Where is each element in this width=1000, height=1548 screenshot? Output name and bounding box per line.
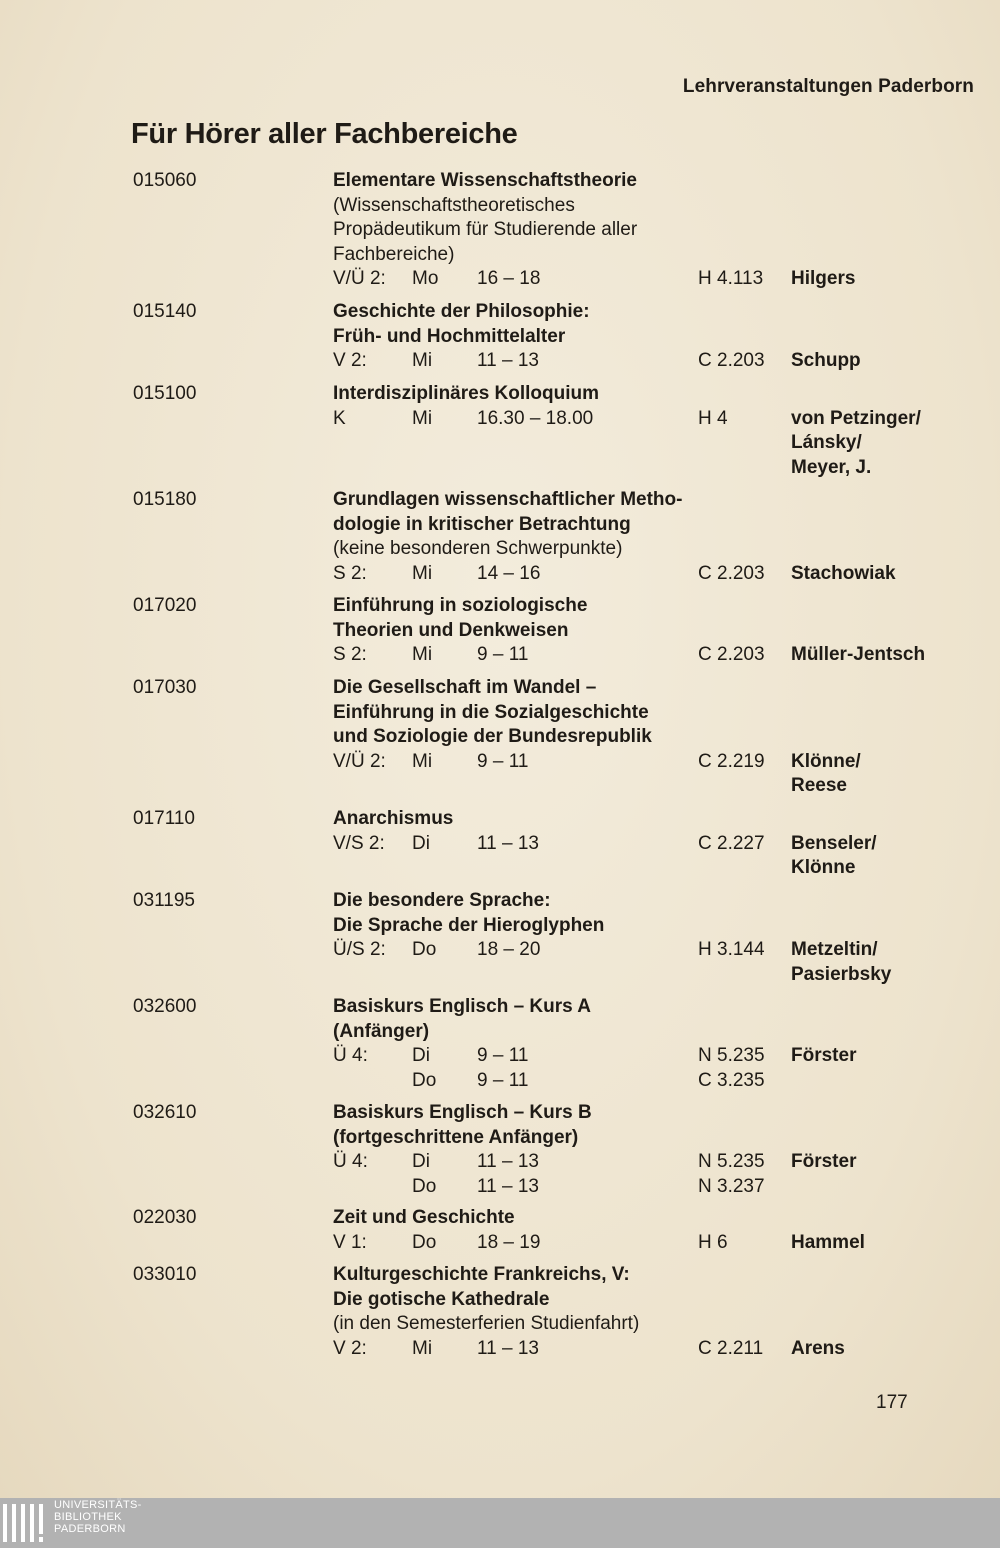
course-note: (in den Semesterferien Studienfahrt): [333, 1313, 640, 1334]
session-type: V/Ü 2:: [333, 268, 386, 289]
course-title: Anarchismus: [333, 808, 454, 829]
session-room: H 4.113: [698, 268, 764, 289]
session-room: C 2.203: [698, 350, 765, 371]
logo-line: PADERBORN: [54, 1523, 126, 1535]
lecturer-name: Lánsky/: [791, 432, 862, 453]
session-room: N 5.235: [698, 1045, 765, 1066]
session-day: Do: [412, 1175, 437, 1197]
session-time: 16.30 – 18.00: [477, 407, 594, 429]
session-day: Mi: [412, 350, 433, 371]
course-title: Basiskurs Englisch – Kurs A: [333, 996, 592, 1017]
lecturer-name: Hilgers: [791, 268, 856, 289]
course-number: 015180: [133, 489, 197, 510]
session-type: V/S 2:: [333, 832, 385, 854]
logo-line: BIBLIOTHEK: [54, 1511, 122, 1523]
course-note: Propädeutikum für Studierende aller: [333, 219, 638, 240]
lecturer-name: Meyer, J.: [791, 456, 872, 478]
session-time: 16 – 18: [477, 268, 541, 289]
session-time: 11 – 13: [477, 1337, 539, 1359]
session-day: Di: [412, 1045, 430, 1066]
session-time: 14 – 16: [477, 562, 541, 584]
lecturer-name: Schupp: [791, 350, 861, 371]
lecturer-name: von Petzinger/: [791, 407, 921, 429]
session-time: 9 – 11: [477, 1045, 529, 1066]
course-number: 022030: [133, 1207, 197, 1228]
course-title: Einführung in soziologische: [333, 595, 588, 616]
session-day: Di: [412, 1151, 430, 1172]
session-room: C 2.203: [698, 562, 765, 584]
course-number: 017110: [133, 808, 195, 829]
session-day: Do: [412, 939, 437, 960]
session-type: V 2:: [333, 350, 367, 371]
course-number: 015060: [133, 170, 197, 191]
lecturer-name: Reese: [791, 775, 847, 796]
course-number: 017020: [133, 595, 197, 616]
course-title: Die Sprache der Hieroglyphen: [333, 914, 605, 936]
lecturer-name: Metzeltin/: [791, 939, 878, 960]
course-title: Geschichte der Philosophie:: [333, 301, 590, 322]
course-number: 015100: [133, 383, 197, 404]
logo-line: UNIVERSITÄTS-: [54, 1499, 142, 1511]
course-note: Fachbereiche): [333, 243, 455, 265]
session-day: Do: [412, 1069, 437, 1091]
session-type: V 2:: [333, 1337, 367, 1359]
session-room: H 6: [698, 1231, 728, 1253]
session-time: 11 – 13: [477, 350, 539, 371]
session-room: C 2.219: [698, 750, 765, 772]
course-note: (keine besonderen Schwerpunkte): [333, 538, 623, 559]
library-logo-icon: [3, 1502, 47, 1544]
session-type: V/Ü 2:: [333, 750, 386, 772]
session-day: Mi: [412, 750, 433, 772]
session-day: Mi: [412, 407, 433, 429]
course-title: Interdisziplinäres Kolloquium: [333, 383, 600, 404]
course-title: Zeit und Geschichte: [333, 1207, 515, 1228]
session-type: Ü 4:: [333, 1151, 368, 1172]
session-room: C 2.227: [698, 832, 765, 854]
session-room: C 2.211: [698, 1337, 764, 1359]
lecturer-name: Klönne: [791, 857, 856, 878]
session-time: 9 – 11: [477, 750, 529, 772]
lecturer-name: Förster: [791, 1151, 857, 1172]
session-time: 18 – 19: [477, 1231, 541, 1253]
session-room: H 3.144: [698, 939, 765, 960]
course-title: (fortgeschrittene Anfänger): [333, 1126, 579, 1148]
course-title: Theorien und Denkweisen: [333, 619, 569, 641]
course-note: (Wissenschaftstheoretisches: [333, 194, 575, 216]
session-day: Mi: [412, 1337, 433, 1359]
lecturer-name: Müller-Jentsch: [791, 644, 926, 665]
session-day: Mo: [412, 268, 439, 289]
session-type: Ü 4:: [333, 1045, 368, 1066]
course-number: 032600: [133, 996, 197, 1017]
session-room: C 3.235: [698, 1069, 765, 1091]
course-title: Basiskurs Englisch – Kurs B: [333, 1102, 592, 1123]
library-footer-bar: [0, 1498, 1000, 1548]
page-number: 177: [876, 1392, 908, 1413]
session-day: Do: [412, 1231, 437, 1253]
lecturer-name: Stachowiak: [791, 562, 896, 584]
lecturer-name: Hammel: [791, 1231, 865, 1253]
running-header: Lehrveranstaltungen Paderborn: [682, 76, 974, 97]
session-day: Di: [412, 832, 430, 854]
session-day: Mi: [412, 562, 433, 584]
course-title: und Soziologie der Bundesrepublik: [333, 726, 652, 747]
session-time: 11 – 13: [477, 832, 539, 854]
course-title: Grundlagen wissenschaftlicher Metho-: [333, 489, 683, 510]
session-time: 9 – 11: [477, 1069, 529, 1091]
session-room: N 3.237: [698, 1175, 765, 1197]
course-number: 031195: [133, 890, 195, 911]
session-time: 9 – 11: [477, 644, 529, 665]
session-type: S 2:: [333, 562, 367, 584]
session-day: Mi: [412, 644, 433, 665]
session-type: S 2:: [333, 644, 367, 665]
course-title: Elementare Wissenschaftstheorie: [333, 170, 637, 191]
session-room: N 5.235: [698, 1151, 765, 1172]
session-room: C 2.203: [698, 644, 765, 665]
course-number: 017030: [133, 677, 197, 698]
course-title: Die besondere Sprache:: [333, 890, 551, 911]
course-number: 015140: [133, 301, 197, 322]
session-type: V 1:: [333, 1231, 367, 1253]
course-title: dologie in kritischer Betrachtung: [333, 513, 631, 535]
section-title: Für Hörer aller Fachbereiche: [131, 118, 518, 150]
course-title: Die Gesellschaft im Wandel –: [333, 677, 597, 698]
lecturer-name: Förster: [791, 1045, 857, 1066]
session-type: Ü/S 2:: [333, 939, 386, 960]
course-title: (Anfänger): [333, 1020, 430, 1042]
session-time: 11 – 13: [477, 1175, 539, 1197]
lecturer-name: Benseler/: [791, 832, 877, 854]
lecturer-name: Arens: [791, 1337, 845, 1359]
session-time: 11 – 13: [477, 1151, 539, 1172]
course-title: Die gotische Kathedrale: [333, 1288, 550, 1310]
course-number: 032610: [133, 1102, 197, 1123]
lecturer-name: Klönne/: [791, 750, 861, 772]
library-logo-text: [54, 1499, 142, 1535]
course-title: Früh- und Hochmittelalter: [333, 325, 566, 347]
session-type: K: [333, 407, 346, 429]
session-time: 18 – 20: [477, 939, 541, 960]
course-title: Kulturgeschichte Frankreichs, V:: [333, 1264, 630, 1285]
course-number: 033010: [133, 1264, 197, 1285]
lecturer-name: Pasierbsky: [791, 963, 892, 985]
course-title: Einführung in die Sozialgeschichte: [333, 701, 649, 723]
session-room: H 4: [698, 407, 728, 429]
